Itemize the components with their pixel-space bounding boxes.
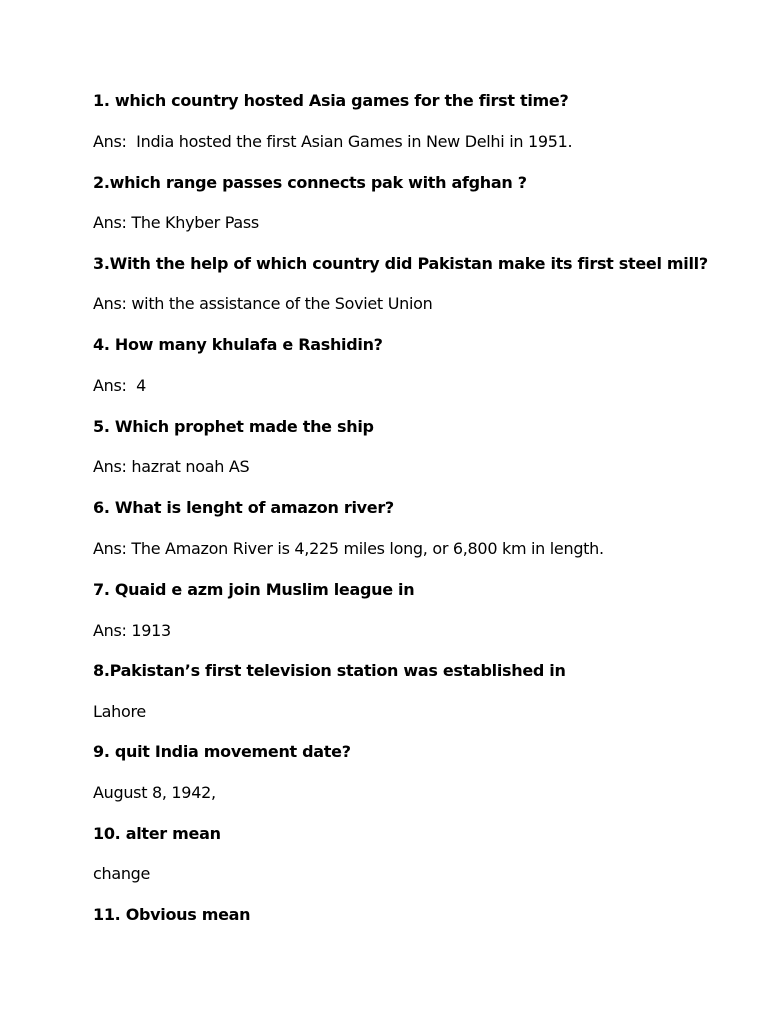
answer-5: Ans: hazrat noah AS [93,457,250,476]
answer-2: Ans: The Khyber Pass [93,213,259,232]
question-10: 10. alter mean [93,824,221,843]
question-9: 9. quit India movement date? [93,742,351,761]
question-5: 5. Which prophet made the ship [93,417,374,436]
answer-4: Ans: 4 [93,376,147,395]
question-4: 4. How many khulafa e Rashidin? [93,335,383,354]
answer-7: Ans: 1913 [93,621,171,640]
answer-1: Ans: India hosted the first Asian Games in New Delhi in 1951. [93,132,573,151]
question-11: 11. Obvious mean [93,905,251,924]
answer-10: change [93,864,151,883]
question-3: 3.With the help of which country did Pakistan make its first steel mill? [93,254,708,273]
question-2: 2.which range passes connects pak with afghan ? [93,173,527,192]
question-6: 6. What is lenght of amazon river? [93,498,394,517]
question-1: 1. which country hosted Asia games for the first time? [93,91,569,110]
answer-3: Ans: with the assistance of the Soviet Union [93,294,433,313]
question-7: 7. Quaid e azm join Muslim league in [93,580,415,599]
answer-8: Lahore [93,702,146,721]
answer-6: Ans: The Amazon River is 4,225 miles long, or 6,800 km in length. [93,539,604,558]
question-8: 8.Pakistan’s first television station was established in [93,661,566,680]
answer-9: August 8, 1942, [93,783,216,802]
